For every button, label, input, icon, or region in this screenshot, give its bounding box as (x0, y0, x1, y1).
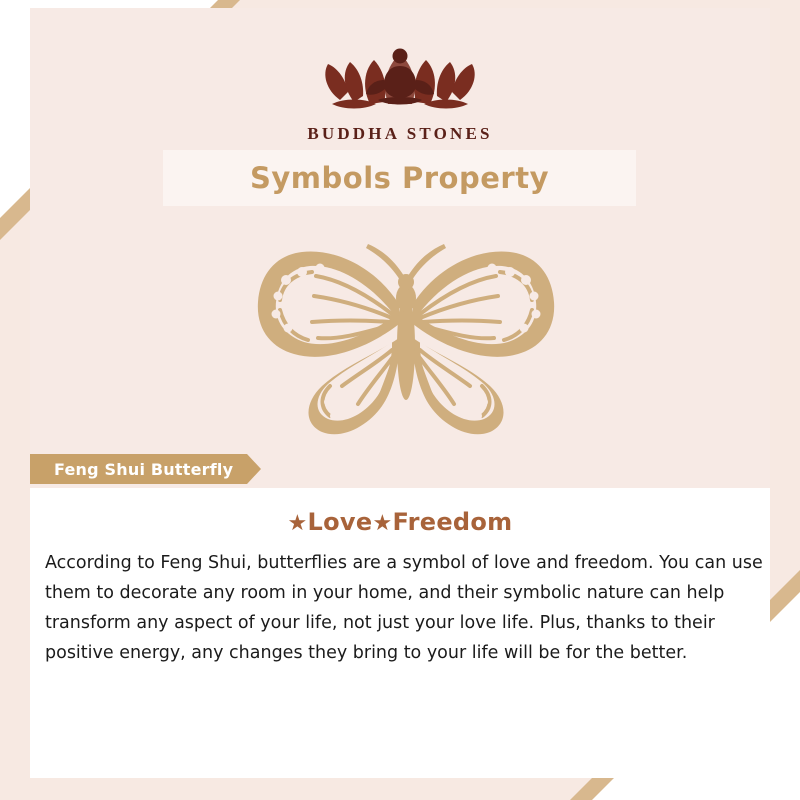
title-band (163, 150, 636, 206)
ribbon-label (30, 454, 247, 484)
subtitle (30, 508, 770, 536)
star-icon-left: ★ (287, 511, 308, 536)
brand-name: BUDDHA STONES (307, 124, 493, 143)
content-card (30, 8, 770, 778)
lotus-meditation-figure-icon (310, 26, 490, 122)
butterfly-icon (216, 226, 596, 456)
subtitle-text-right: Freedom (392, 508, 513, 536)
ribbon-tail (247, 454, 261, 484)
brand-logo (30, 26, 770, 144)
body-paragraph: According to Feng Shui, butterflies are a symbol of love and freedom. You can use them to decorate any room in your home, and their symbolic nature can help transform any aspect of your life, not just your love life. Plus, thanks to their positive energy, any changes they bring to your life will be for the better. (45, 553, 763, 663)
page-title: Symbols Property (250, 161, 549, 195)
ribbon-text: Feng Shui Butterfly (54, 459, 234, 479)
subtitle-text-left: Love (307, 508, 373, 536)
butterfly-illustration (216, 226, 596, 456)
star-icon-right: ★ (372, 511, 393, 536)
